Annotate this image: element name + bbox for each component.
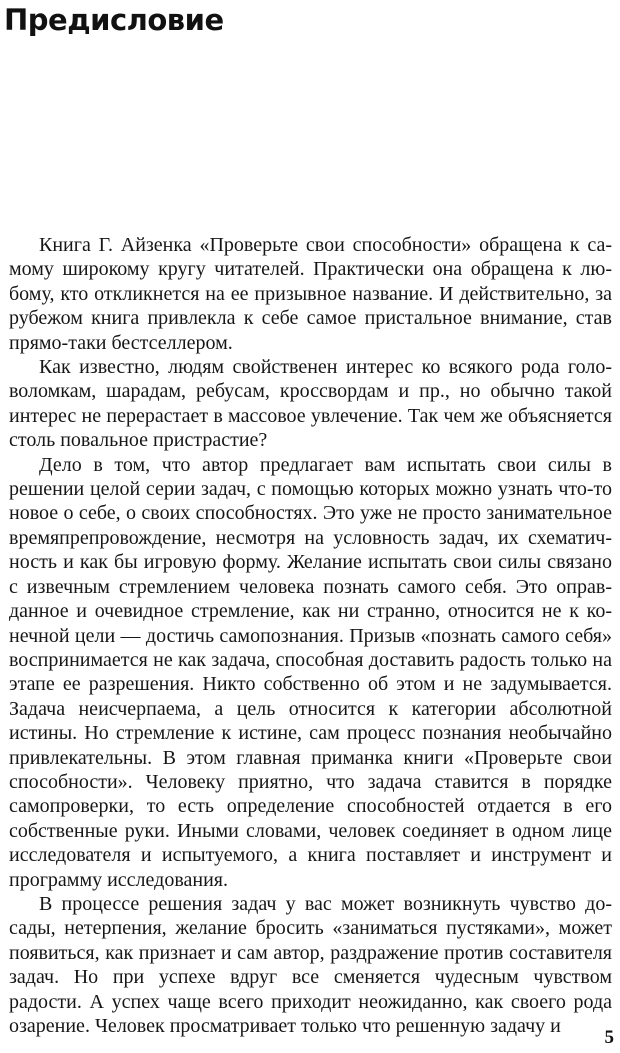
paragraph-2: Как известно, людям свойственен интерес ко всякого рода головоломкам, шарадам, ребусам, кроссвордам и пр., но обычно такой интерес не перерастает в массовое увлечение. Так чем же объясняется столь повальное пристрастие? xyxy=(9,356,612,452)
body-text xyxy=(9,233,612,1038)
paragraph-1: Книга Г. Айзенка «Проверьте свои способности» обращена к самому широкому кругу читателей. Практически она обращена к любому, кто откликнется на ее призывное название. И действительно, за рубежом книга привлекла к себе самое пристальное внимание, став прямо-таки бестселлером. xyxy=(9,234,612,354)
page-title: Предисловие xyxy=(4,3,224,37)
page-number: 5 xyxy=(604,1027,614,1048)
paragraph-3: Дело в том, что автор предлагает вам испытать свои силы в решении целой серии задач, с помощью которых можно узнать что-то новое о себе, о своих способностях. Это уже не просто занимательное времяпрепровождение, несмотря на условность задач, их схематичность и как бы игровую форму. Желание испытать свои силы связано с извечным стремлением человека познать самого себя. Это оправданное и очевидное стремление, как ни странно, относится не к конечной цели — достичь самопознания. Призыв «познать самого себя» воспринимается не как задача, способная доставить радость только на этапе ее разрешения. Никто собственно об этом и не задумывается. Задача неисчерпаема, а цель относится к категории абсолютной истины. Но стремление к истине, сам процесс познания необычайно привлекательны. В этом главная приманка книги «Проверьте свои способности». Человеку приятно, что задача ставится в порядке самопроверки, то есть определение способностей отдается в его собственные руки. Иными словами, человек соединяет в одном лице исследователя и испытуемого, а книга поставляет и инструмент и программу исследования. xyxy=(9,453,612,891)
paragraph-4: В процессе решения задач у вас может возникнуть чувство досады, нетерпения, желание бросить «заниматься пустяками», может появиться, как признает и сам автор, раздражение против составителя задач. Но при успехе вдруг все сменяется чудесным чувством радости. А успех чаще всего приходит неожиданно, как своего рода озарение. Человек просматривает только что решенную задачу и xyxy=(9,892,612,1037)
